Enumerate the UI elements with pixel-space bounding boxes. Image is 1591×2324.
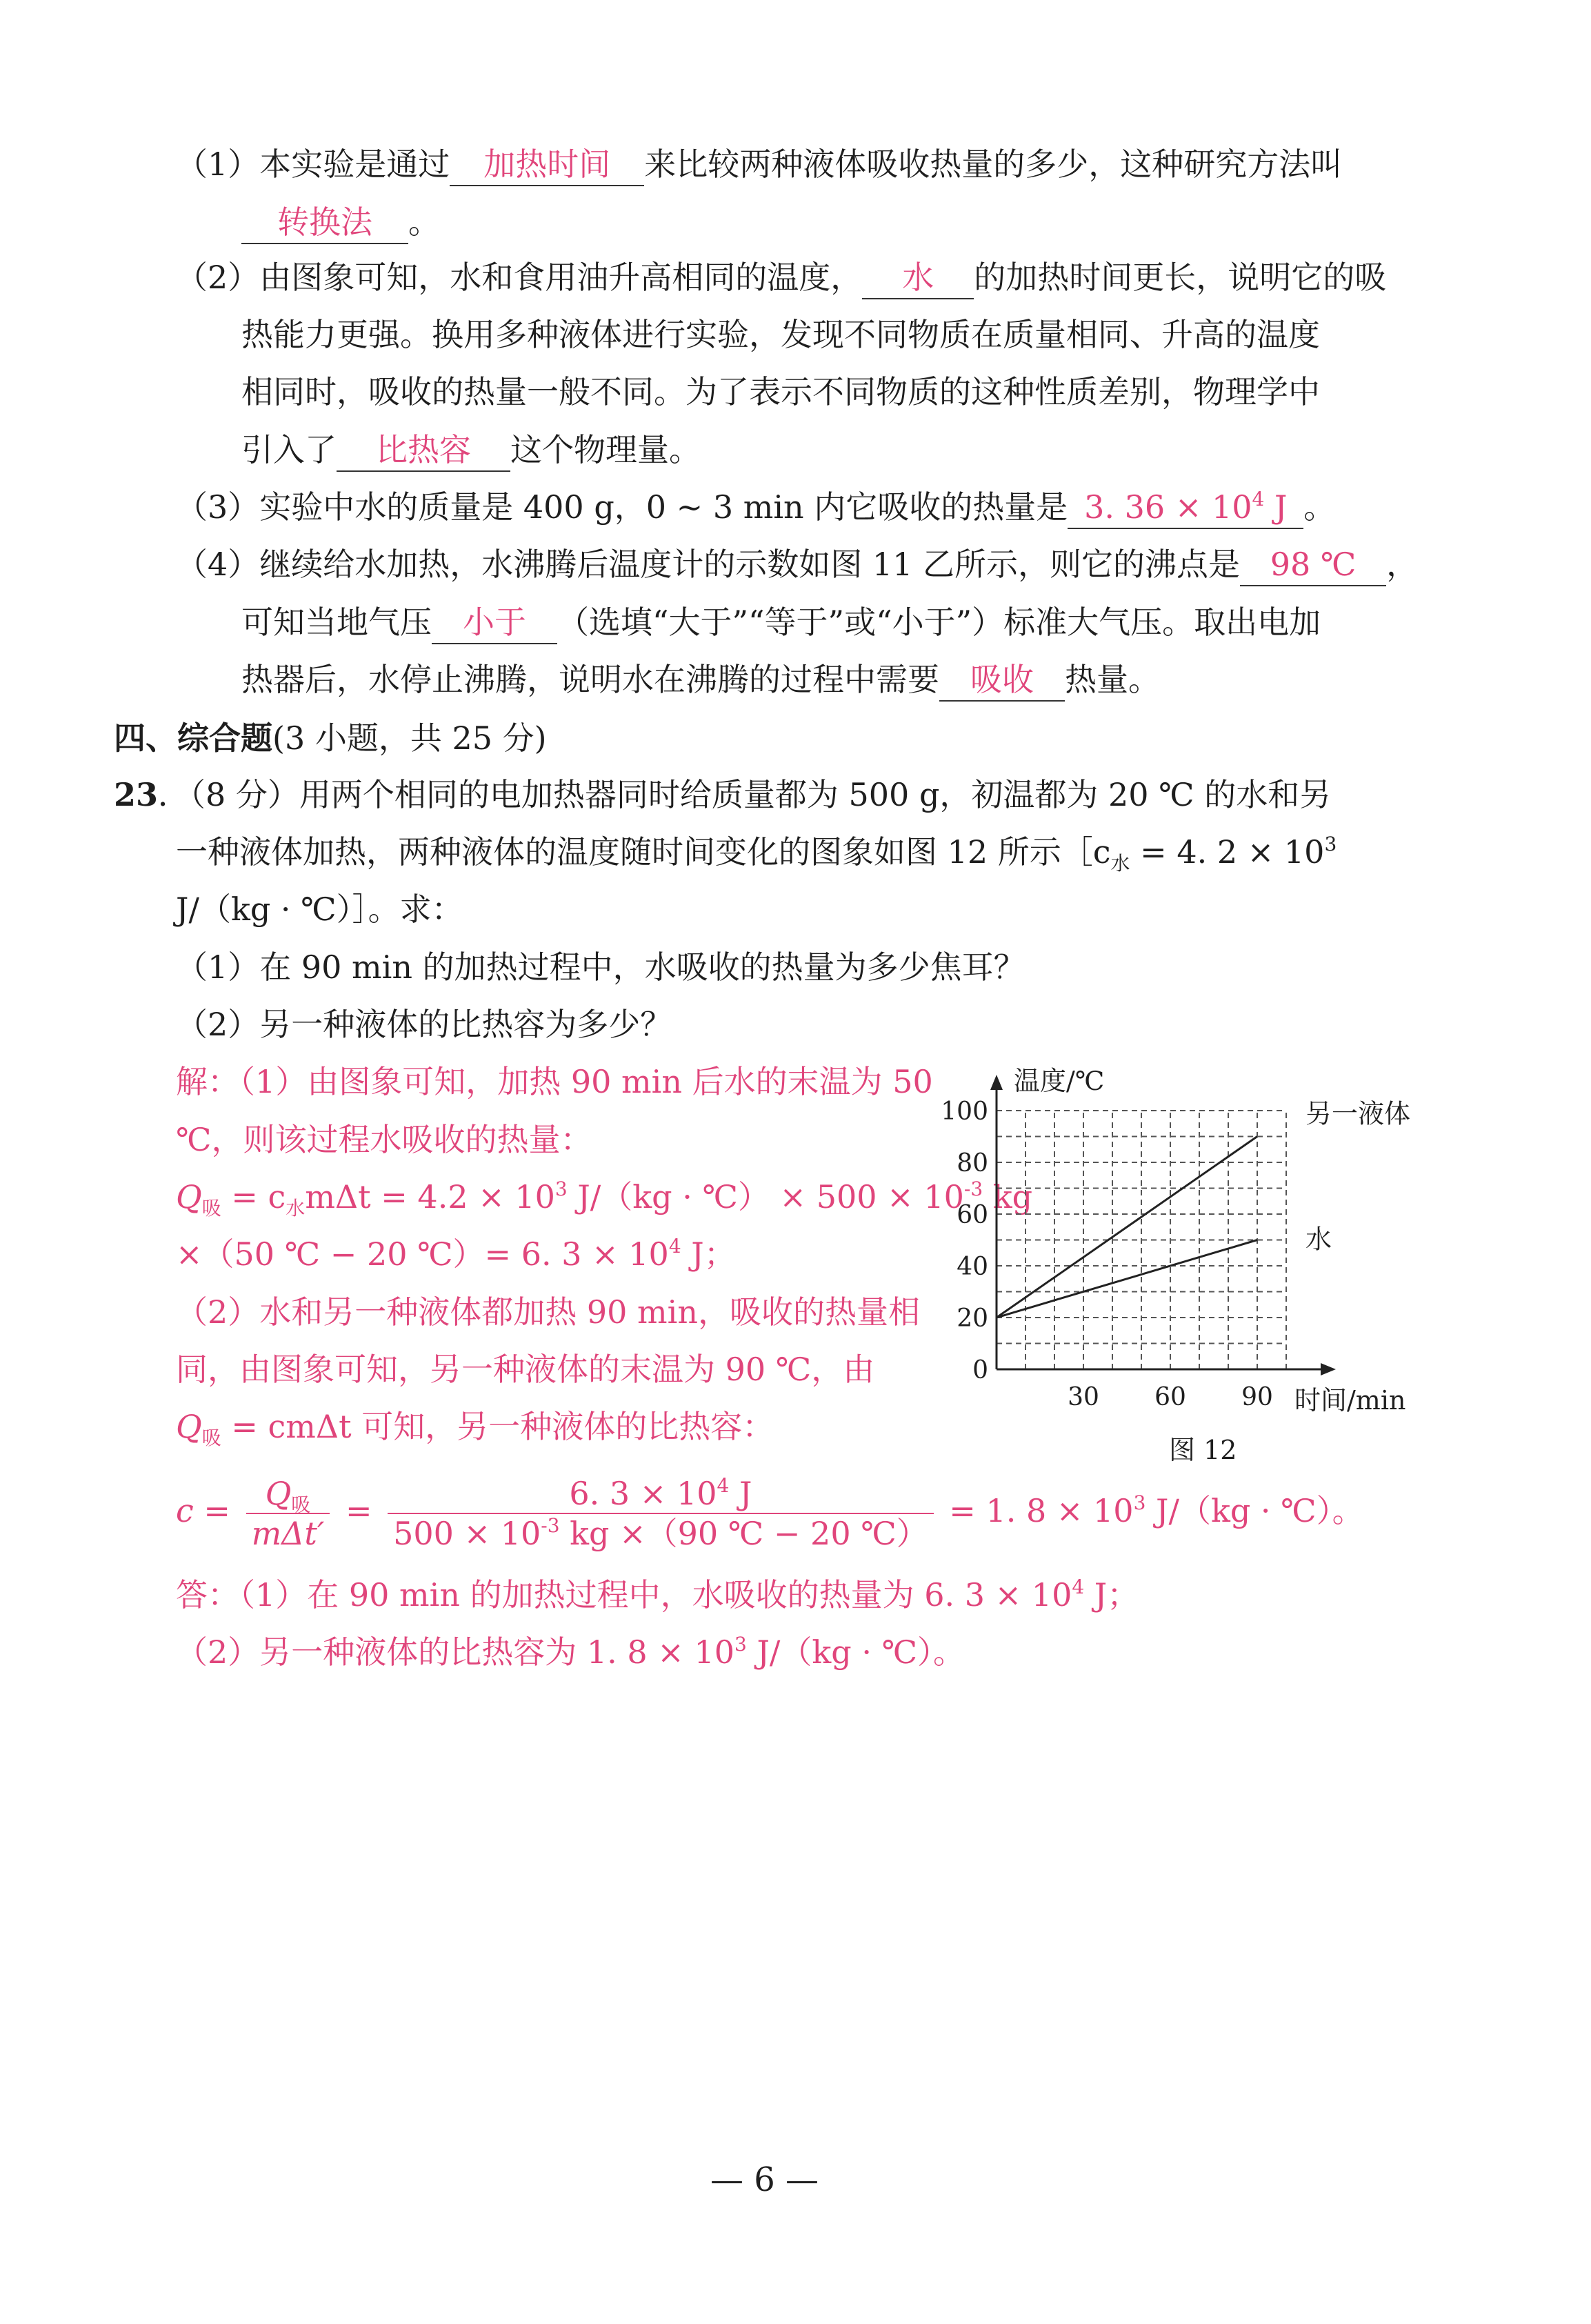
solution-line5: （2）水和另一种液体都加热 90 min，吸收的热量相 <box>176 1293 921 1331</box>
q23-line3: J/（kg · ℃）］。求： <box>176 891 463 928</box>
x-tick-label: 90 <box>1241 1383 1273 1411</box>
q23-line1: 23．（8 分）用两个相同的电加热器同时给质量都为 500 g，初温都为 20 ℃ 的水和另 <box>114 776 1332 813</box>
y-axis-arrow <box>990 1075 1003 1090</box>
q22-part2-line2: 热能力更强。换用多种液体进行实验，发现不同物质在质量相同、升高的温度 <box>241 316 1320 353</box>
question-number: 23 <box>114 776 159 813</box>
y-tick-label: 80 <box>957 1149 988 1178</box>
answer-line1: 答：（1）在 90 min 的加热过程中，水吸收的热量为 6. $3 \times 10^4$ J； <box>176 1576 1139 1613</box>
x-tick-label: 60 <box>1154 1383 1186 1411</box>
chart-series <box>997 1099 1410 1318</box>
answer-blank: 水 <box>862 257 974 299</box>
q23-sub2: （2）另一种液体的比热容为多少？ <box>176 1006 672 1043</box>
answer-blank: 98 ℃ <box>1240 544 1386 586</box>
q22-part2-line1: （2）由图象可知，水和食用油升高相同的温度， 水 的加热时间更长，说明它的吸 <box>176 257 1386 299</box>
y-tick-label: 0 <box>972 1356 988 1384</box>
q22-part4-line1: （4）继续给水加热，水沸腾后温度计的示数如图 11 乙所示，则它的沸点是 98 ℃ ， <box>176 544 1418 586</box>
fraction-values: $\frac{6. 3 \times 10^4 J}{500 \times 10^{-3} kg \times(90 ℃ - 20 ℃)}$ <box>388 1474 934 1553</box>
y-tick-label: 100 <box>941 1098 988 1126</box>
answer-line2: （2）另一种液体的比热容为 1. $8 \times 10^3$ J/（kg · ℃）。 <box>176 1633 965 1671</box>
solution-line1: 解：（1）由图象可知，加热 90 min 后水的末温为 50 <box>176 1063 933 1100</box>
q22-part2-line4: 引入了 比热容 这个物理量。 <box>241 429 701 472</box>
q22-part3-line1: （3）实验中水的质量是 400 g，0 ~ 3 min 内它吸收的热量是 3. $36 \times 10^4$ J 。 <box>176 486 1335 529</box>
answer-blank: 3. $36 \times 10^4$ J <box>1068 486 1303 529</box>
series-line <box>997 1240 1257 1318</box>
y-tick-label: 20 <box>957 1304 988 1333</box>
solution-line7: $Q_吸 = cm\Delta t$ 可知，另一种液体的比热容： <box>176 1408 774 1449</box>
section-heading: 四、综合题(3 小题，共 25 分) <box>114 719 547 757</box>
solution-line4: ×（50 ℃ − 20 ℃）= 6. $3 \times 10^4$ J； <box>176 1235 736 1273</box>
figure-caption: 图 12 <box>1169 1435 1237 1465</box>
answer-blank: 转换法 <box>241 201 408 244</box>
solution-line2: ℃，则该过程水吸收的热量： <box>176 1121 592 1158</box>
part-number: （1） <box>176 146 260 183</box>
x-axis-label: 时间/min <box>1294 1385 1406 1416</box>
answer-blank: 加热时间 <box>450 143 644 186</box>
y-tick-label: 40 <box>957 1253 988 1281</box>
q23-line2: 一种液体加热，两种液体的温度随时间变化的图象如图 12 所示$[c_水 = 4$. $2 \times 10^3$ <box>176 833 1337 875</box>
x-axis-arrow <box>1321 1363 1336 1375</box>
solution-formula: c = $\frac{Q_吸}{\text{mΔt′}}$ = $\frac{6. 3 \times 10^4 J}{500 \times 10^{-3} kg \times(90 ℃ - 20 ℃)}$ = 1. $8 \times 10^3$ J/（kg · ℃）。 <box>176 1474 1364 1552</box>
series-label: 水 <box>1305 1224 1332 1255</box>
solution-line3: $Q_吸 = c_水m\Delta t = 4.2 \times 10^3$ J/（kg · ℃） × $500 \times 10^{-3}$ kg <box>176 1178 1033 1220</box>
y-tick-label: 60 <box>957 1201 988 1229</box>
solution-line6: 同，由图象可知，另一种液体的末温为 90 ℃，由 <box>176 1351 875 1388</box>
q22-part1-line1: （1）本实验是通过 加热时间 来比较两种液体吸收热量的多少，这种研究方法叫 <box>176 143 1342 186</box>
series-line <box>997 1137 1257 1318</box>
chart-axes <box>990 1075 1336 1375</box>
q22-part4-line3: 热器后，水停止沸腾，说明水在沸腾的过程中需要 吸收 热量。 <box>241 659 1160 702</box>
chart-ticks <box>941 1098 1273 1411</box>
temperature-time-chart <box>921 1049 1431 1476</box>
q22-part2-line3: 相同时，吸收的热量一般不同。为了表示不同物质的这种性质差别，物理学中 <box>241 373 1320 410</box>
series-label: 另一液体 <box>1305 1098 1411 1129</box>
answer-blank: 小于 <box>432 602 557 644</box>
answer-blank: 比热容 <box>337 429 510 472</box>
chart-grid <box>997 1111 1286 1369</box>
answer-blank: 吸收 <box>939 659 1065 702</box>
q22-part1-line2: 转换法 。 <box>241 201 440 244</box>
x-tick-label: 30 <box>1068 1383 1099 1411</box>
fraction-q-over-mdt: $\frac{Q_吸}{\text{mΔt′}}$ <box>246 1474 330 1553</box>
y-axis-label: 温度/℃ <box>1014 1066 1105 1096</box>
page-number: — 6 — <box>710 2161 819 2199</box>
q23-sub1: （1）在 90 min 的加热过程中，水吸收的热量为多少焦耳？ <box>176 949 1025 986</box>
q22-part4-line2: 可知当地气压 小于 （选填“大于”“等于”或“小于”）标准大气压。取出电加 <box>241 602 1321 644</box>
